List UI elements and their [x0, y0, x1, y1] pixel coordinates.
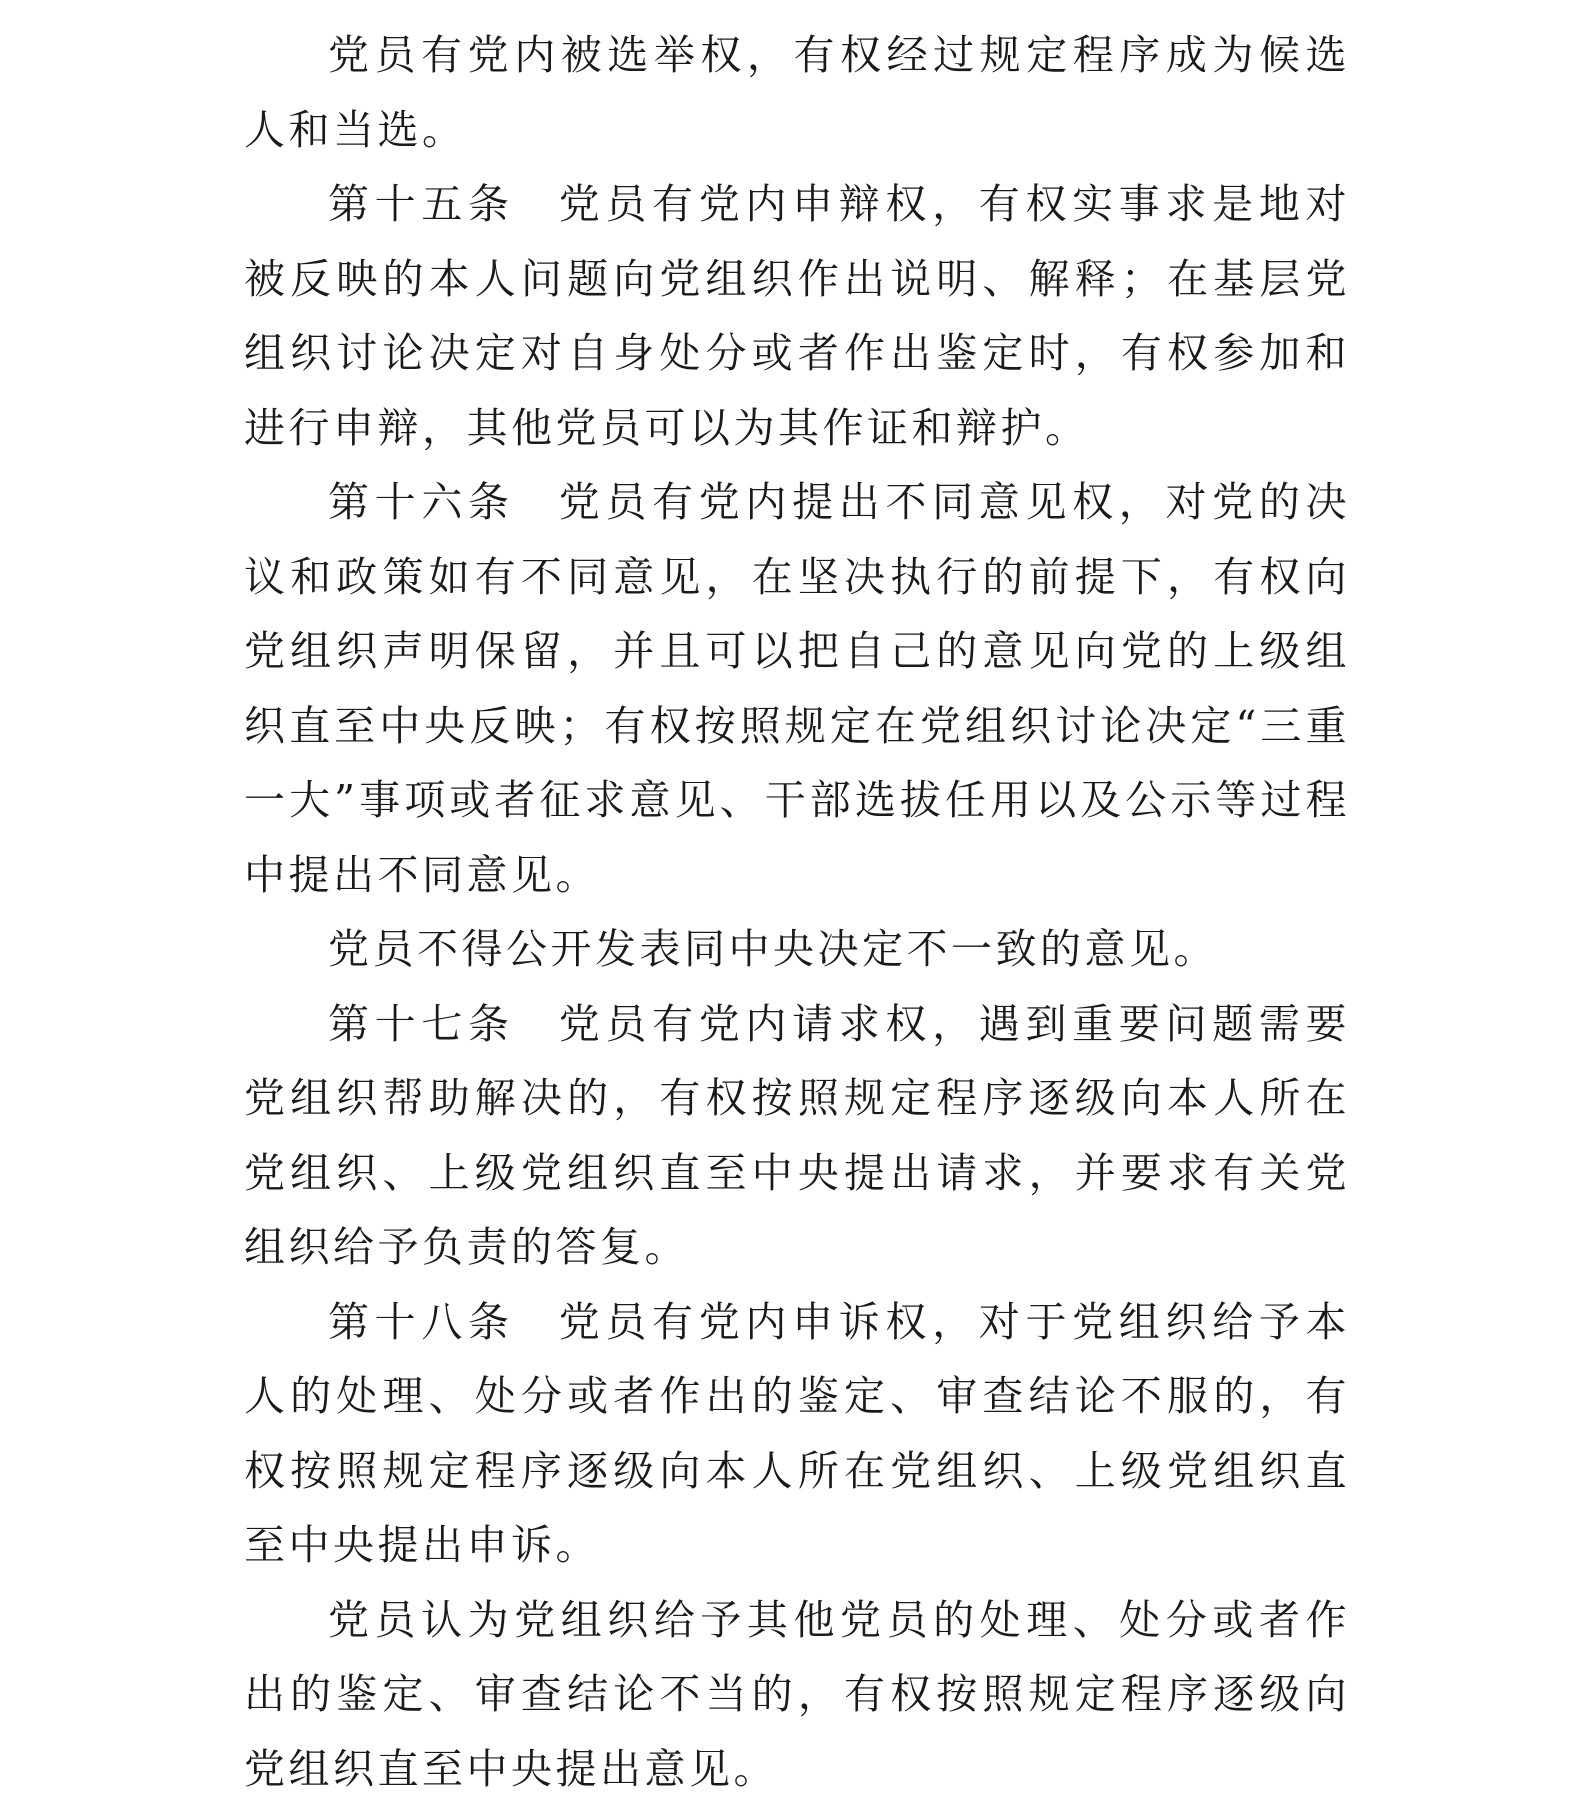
- paragraph: [244, 912, 1350, 987]
- paragraph-text: 党员有党内申辩权，有权实事求是地对被反映的本人问题向党组织作出说明、解释；在基层党组织讨论决定对自身处分或者作出鉴定时，有权参加和进行申辩，其他党员可以为其作证和辩护。: [244, 180, 1350, 452]
- article-number: 第十七条: [328, 1000, 515, 1048]
- document-body: [244, 18, 1350, 1806]
- article-number: 第十六条: [328, 478, 515, 526]
- paragraph-text: 党员有党内被选举权，有权经过规定程序成为候选人和当选。: [244, 31, 1350, 154]
- paragraph: [244, 1583, 1350, 1806]
- paragraph: [244, 18, 1350, 167]
- article-number: 第十八条: [328, 1298, 515, 1346]
- article-paragraph: [244, 465, 1350, 912]
- article-number: 第十五条: [328, 180, 515, 228]
- paragraph-text: 党员有党内请求权，遇到重要问题需要党组织帮助解决的，有权按照规定程序逐级向本人所在党组织、上级党组织直至中央提出请求，并要求有关党组织给予负责的答复。: [244, 1000, 1350, 1272]
- article-paragraph: [244, 167, 1350, 465]
- paragraph-text: 党员不得公开发表同中央决定不一致的意见。: [328, 925, 1218, 973]
- paragraph-text: 党员有党内申诉权，对于党组织给予本人的处理、处分或者作出的鉴定、审查结论不服的，有权按照规定程序逐级向本人所在党组织、上级党组织直至中央提出申诉。: [244, 1298, 1350, 1570]
- article-paragraph: [244, 1285, 1350, 1583]
- article-paragraph: [244, 987, 1350, 1285]
- paragraph-text: 党员有党内提出不同意见权，对党的决议和政策如有不同意见，在坚决执行的前提下，有权向党组织声明保留，并且可以把自己的意见向党的上级组织直至中央反映；有权按照规定在党组织讨论决定“三重一大”事项或者征求意见、干部选拔任用以及公示等过程中提出不同意见。: [244, 478, 1350, 899]
- paragraph-text: 党员认为党组织给予其他党员的处理、处分或者作出的鉴定、审查结论不当的，有权按照规定程序逐级向党组织直至中央提出意见。: [244, 1596, 1350, 1793]
